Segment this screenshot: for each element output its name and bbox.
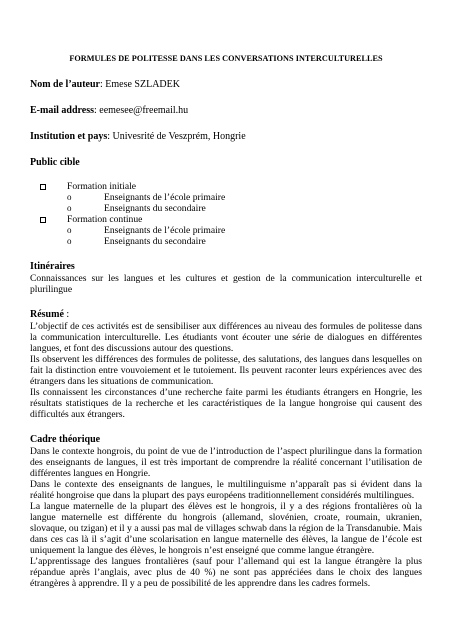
author-value: : Emese SZLADEK: [100, 79, 180, 90]
circle-bullet-icon: o: [67, 192, 72, 202]
sub-list-item: [67, 192, 422, 203]
cadre-paragraph: La langue maternelle de la plupart des élèves est le hongrois, il y a des régions frontalières où la langue maternelle est différente du hongrois (allemand, slovénien, croate, roumain, ukranien, slovaque, ou tzigan) et il y a aussi pas mal de villages schwab dans la région de la Transdanubie. Mais dans ces cas là il s’agit d’une scolarisation en langue maternelle des élèves, la langue de l’école est uniquement la langue des élèves, le hongrois n’est enseigné que comme langue étrangère.: [30, 501, 422, 556]
itineraires-text: Connaissances sur les langues et les cultures et gestion de la communication interculturelle et plurilingue: [30, 273, 422, 295]
resume-paragraph: L’objectif de ces activités est de sensibiliser aux différences au niveau des formules de politesse dans la communication interculturelle. Les étudiants vont écouter une série de dialogues en différentes langues, et font des discussions autour des questions.: [30, 321, 422, 354]
sub-list-item-label: Enseignants du secondaire: [104, 236, 206, 247]
email-line: [30, 105, 422, 117]
sub-list: [67, 225, 422, 247]
circle-bullet-icon: o: [67, 225, 72, 235]
institution-value: : Univesrité de Veszprém, Hongrie: [107, 131, 246, 142]
circle-bullet-icon: o: [67, 203, 72, 213]
sub-list-item-label: Enseignants de l’école primaire: [104, 225, 226, 236]
cadre-section: [30, 434, 422, 589]
email-label: E-mail address: [30, 105, 94, 116]
public-list: [30, 181, 422, 247]
itineraires-title: Itinéraires: [30, 261, 75, 272]
document-title: FORMULES DE POLITESSE DANS LES CONVERSATIONS INTERCULTURELLES: [69, 54, 383, 63]
resume-title-line: [30, 309, 422, 321]
author-label: Nom de l’auteur: [30, 79, 100, 90]
institution-line: [30, 131, 422, 143]
list-item: [30, 214, 422, 247]
square-bullet-icon: [40, 184, 46, 190]
list-item-label: Formation initiale: [67, 181, 137, 192]
cadre-title: Cadre théorique: [30, 434, 101, 445]
resume-paragraph: Ils connaissent les circonstances d’une recherche faite parmi les étudiants étrangers en Hongrie, les résultats statistiques de la recherche et les caractéristiques de la langue hongroise qui causent des difficultés aux étrangers.: [30, 387, 422, 420]
resume-section: [30, 309, 422, 420]
resume-paragraph: Ils observent les différences des formules de politesse, des salutations, des langues dans lesquelles on fait la distinction entre vouvoiement et le tutoiement. Ils peuvent raconter leurs expériences avec des étrangers dans les situations de communication.: [30, 354, 422, 387]
resume-colon: :: [63, 309, 70, 320]
square-bullet-icon: [40, 217, 46, 223]
resume-title: Résumé: [30, 309, 64, 320]
resume-body: [30, 321, 422, 420]
itineraires-section: [30, 261, 422, 295]
author-line: [30, 79, 422, 91]
institution-label: Institution et pays: [30, 131, 108, 142]
sub-list-item: [67, 225, 422, 236]
sub-list-item: [67, 203, 422, 214]
sub-list: [67, 192, 422, 214]
email-value: : eemesee@freemail.hu: [94, 105, 189, 116]
sub-list-item: [67, 236, 422, 247]
list-item-label: Formation continue: [67, 214, 143, 225]
cadre-paragraph: L’apprentissage des langues frontalières (sauf pour l’allemand qui est la langue étrangère la plus répandue après l’anglais, avec plus de 40 %) ne sont pas appréciées dans le choix des langues étrangères à apprendre. Il y a peu de possibilité de les apprendre dans les cadres formels.: [30, 556, 422, 589]
cadre-body: [30, 446, 422, 589]
public-title: Public cible: [30, 157, 80, 168]
circle-bullet-icon: o: [67, 236, 72, 246]
cadre-paragraph: Dans le contexte des enseignants de langues, le multilinguisme n’apparaît pas si évident dans la réalité hongroise que dans la plupart des pays européens traditionnellement considérés multilingues.: [30, 479, 422, 501]
list-item: [30, 181, 422, 214]
sub-list-item-label: Enseignants de l’école primaire: [104, 192, 226, 203]
cadre-paragraph: Dans le contexte hongrois, du point de vue de l’introduction de l’aspect plurilingue dans la formation des enseignants de langues, il est très important de comprendre la réalité concernant l’utilisation de différentes langues en Hongrie.: [30, 446, 422, 479]
sub-list-item-label: Enseignants du secondaire: [104, 203, 206, 214]
